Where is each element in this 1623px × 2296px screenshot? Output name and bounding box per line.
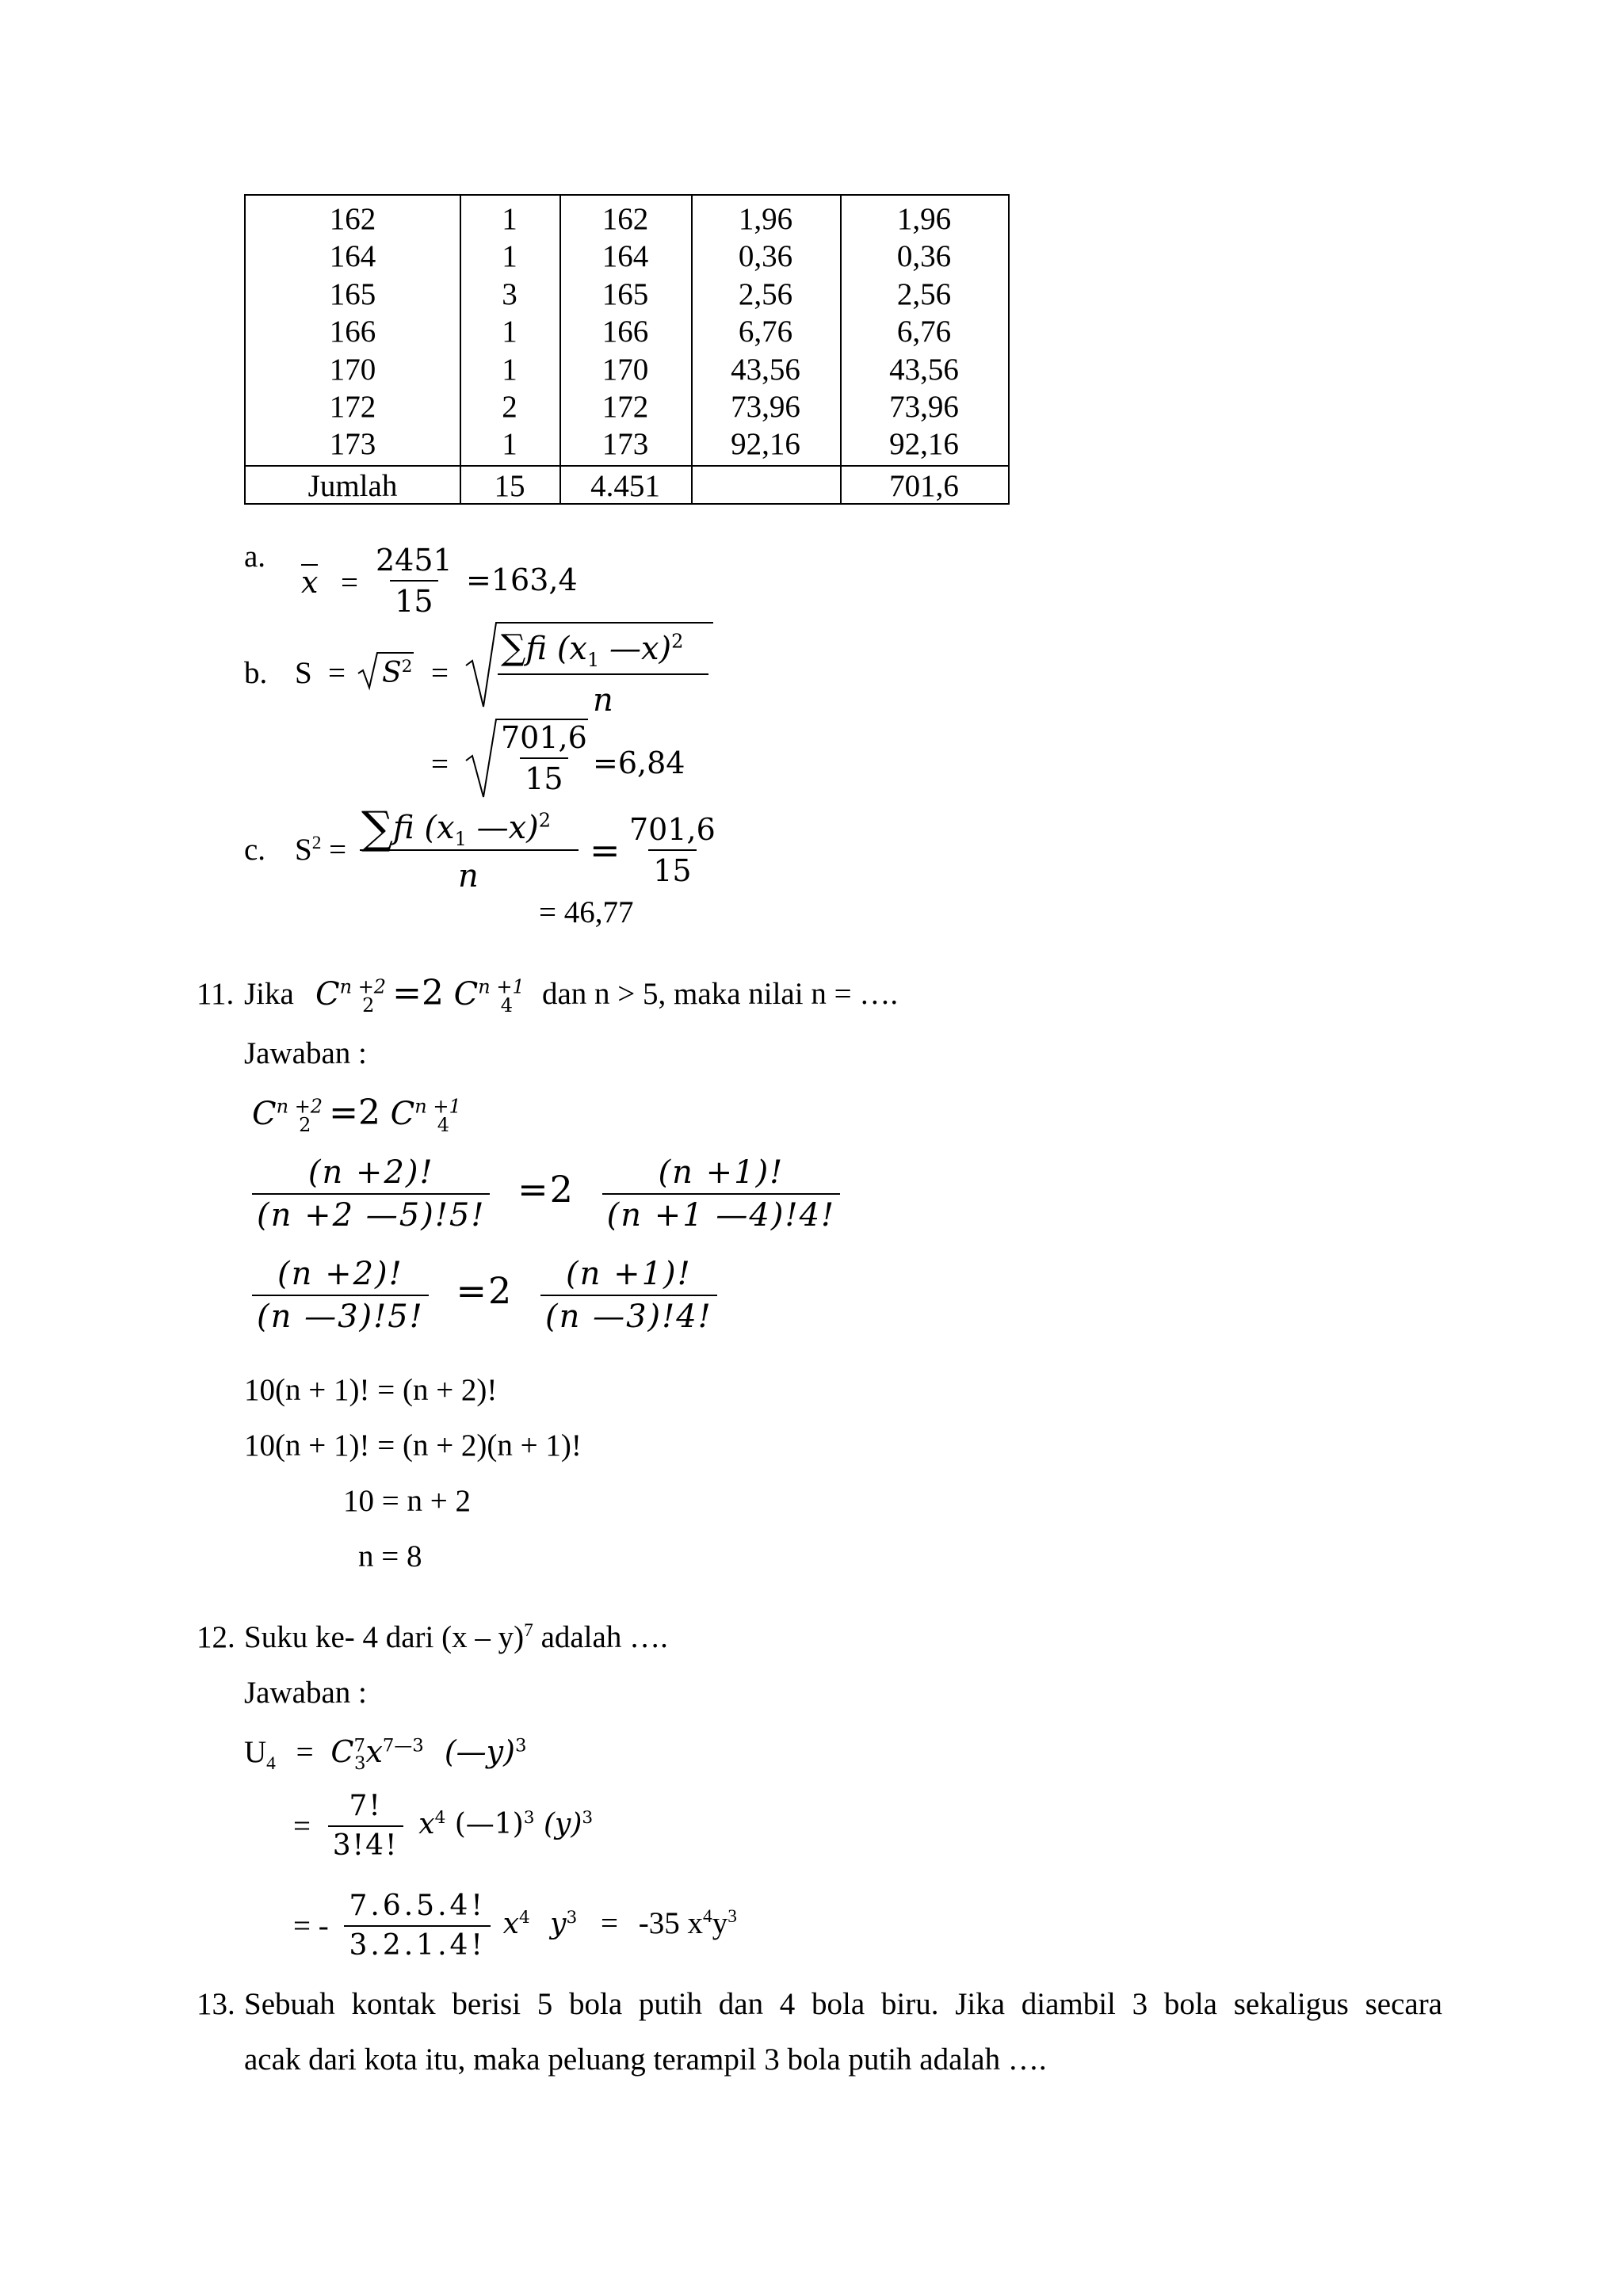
part-b-fraction-bar: [498, 673, 708, 675]
table-cell: 1: [502, 202, 517, 236]
table-cell: 0,36: [896, 239, 952, 273]
table-cell: 2,56: [738, 277, 793, 311]
table-cell: 1: [502, 315, 517, 349]
part-a-fraction: [371, 543, 457, 619]
part-a-mean-symbol: x: [301, 565, 319, 600]
q11-line2: 10(n + 1)! = (n + 2)(n + 1)!: [244, 1428, 582, 1463]
table-cell: 1: [502, 427, 517, 461]
table-cell: 73,96: [889, 390, 959, 424]
q12-result: -35 $x^4y^3$: [638, 1906, 737, 1940]
q12-text: Suku ke- 4 dari (x – y)$^7$ adalah ….: [244, 1620, 668, 1654]
part-c-value-fraction: $\frac{701,6}{15}$: [629, 812, 716, 888]
q11-equation: $C^{n +2}_2 =2$ $C^{n +1}_4$: [315, 973, 525, 1016]
q12-step2: = $\frac{7!}{3!4!}$ $x^4$ (—1)$^3$ $(y)^3$: [293, 1790, 594, 1862]
table-cell: 43,56: [889, 353, 959, 387]
table-cell: 172: [601, 390, 649, 424]
q11-step1: $\frac{(n +2)!}{(n +2 —5)!5!}$ =2 $\frac{(n +1)!}{(n +1 —4)!4!}$: [252, 1157, 840, 1231]
part-c-label: c.: [244, 833, 266, 867]
table-cell: 6,76: [896, 315, 952, 349]
table-cell: 73,96: [731, 390, 800, 424]
part-b-eq2: =: [431, 656, 449, 690]
part-a-num: 2451: [376, 543, 453, 578]
q13-line1: Sebuah kontak berisi 5 bola putih dan 4 bola biru. Jika diambil 3 bola sekaligus secara: [244, 1987, 1442, 2021]
table-total-cell: 701,6: [889, 469, 959, 503]
q12-jawaban: Jawaban :: [244, 1676, 367, 1710]
part-c-fraction-bar: [360, 849, 579, 851]
table-cell: 0,36: [738, 239, 793, 273]
q12-number: 12.: [197, 1620, 235, 1654]
q12-u4-line: $U_4 = C^7_3x^{7—3}$ (—y)$^3$: [244, 1734, 527, 1774]
table-cell: 1,96: [896, 202, 952, 236]
q11-condition: dan n > 5, maka nilai n = ….: [542, 977, 899, 1011]
part-b-sqrt-inner: $S^2$: [382, 657, 413, 689]
q12-step3: = - $\frac{7.6.5.4!}{3.2.1.4!}$ $x^4$ $y^3 = -35$ $x^4y^3$: [293, 1890, 737, 1962]
q11-line4: n = 8: [358, 1539, 422, 1573]
part-c-sum-expr: ∑fi ($x_1$ —x)$^2$: [361, 803, 552, 854]
table-cell: 172: [329, 390, 376, 424]
table-cell: 164: [601, 239, 649, 273]
part-a-den: 15: [390, 580, 437, 616]
q13-number: 13.: [197, 1987, 235, 2021]
table-cell: 165: [329, 277, 376, 311]
part-c-eq2: =: [590, 829, 621, 871]
q11-line1: 10(n + 1)! = (n + 2)!: [244, 1373, 498, 1407]
table-total-cell: Jumlah: [307, 469, 398, 503]
part-b-label: b.: [244, 656, 268, 690]
part-b-eq1: =: [328, 656, 346, 690]
q11-number: 11.: [197, 977, 235, 1011]
part-b-lhs: S: [295, 656, 312, 690]
table-cell: 173: [601, 427, 649, 461]
part-a-result: =163,4: [466, 563, 578, 597]
part-a-label: a.: [244, 540, 266, 574]
table-cell: 166: [329, 315, 376, 349]
q11-step2: $\frac{(n +2)!}{(n —3)!5!}$ =2 $\frac{(n +1)!}{(n —3)!4!}$: [252, 1258, 717, 1333]
q11-jawaban: Jawaban :: [244, 1036, 367, 1070]
table-cell: 162: [601, 202, 649, 236]
table-cell: 2,56: [896, 277, 952, 311]
part-b-sum-expr: ∑fi ($x_1$ —x)$^2$: [501, 627, 684, 671]
table-cell: 92,16: [731, 427, 800, 461]
q13-line2: acak dari kota itu, maka peluang terampil 3 bola putih adalah ….: [244, 2042, 1047, 2077]
frequency-table: [244, 194, 1010, 505]
q11-jika: Jika: [244, 977, 294, 1011]
table-cell: 162: [329, 202, 376, 236]
part-b-value-fraction: $\frac{701,6}{15}$: [501, 720, 587, 796]
table-cell: 170: [601, 353, 649, 387]
q11-given: $C^{n +2}_2 =2$ $C^{n +1}_4$: [252, 1093, 461, 1136]
table-cell: 164: [329, 239, 376, 273]
table-cell: 173: [329, 427, 376, 461]
table-total-cell: 4.451: [590, 469, 660, 503]
table-cell: 92,16: [889, 427, 959, 461]
table-cell: 166: [601, 315, 649, 349]
table-cell: 1,96: [738, 202, 793, 236]
table-cell: 2: [502, 390, 517, 424]
table-cell: 3: [502, 277, 517, 311]
part-a: [244, 541, 265, 572]
table-cell: 170: [329, 353, 376, 387]
part-c-lhs: $S^2$ =: [295, 833, 347, 867]
table-total-cell: 15: [494, 469, 525, 503]
part-b-den: n: [593, 682, 613, 719]
part-b-result: =6,84: [593, 746, 685, 780]
table-cell: 43,56: [731, 353, 800, 387]
table-cell: 6,76: [738, 315, 793, 349]
part-b-eq3: =: [431, 747, 449, 781]
part-c-den: n: [458, 858, 479, 894]
table-cell: 1: [502, 239, 517, 273]
part-a-eq: =: [341, 566, 358, 600]
part-c-result: = 46,77: [539, 895, 634, 929]
table-cell: 165: [601, 277, 649, 311]
table-cell: 1: [502, 353, 517, 387]
q11-line3: 10 = n + 2: [343, 1484, 471, 1518]
